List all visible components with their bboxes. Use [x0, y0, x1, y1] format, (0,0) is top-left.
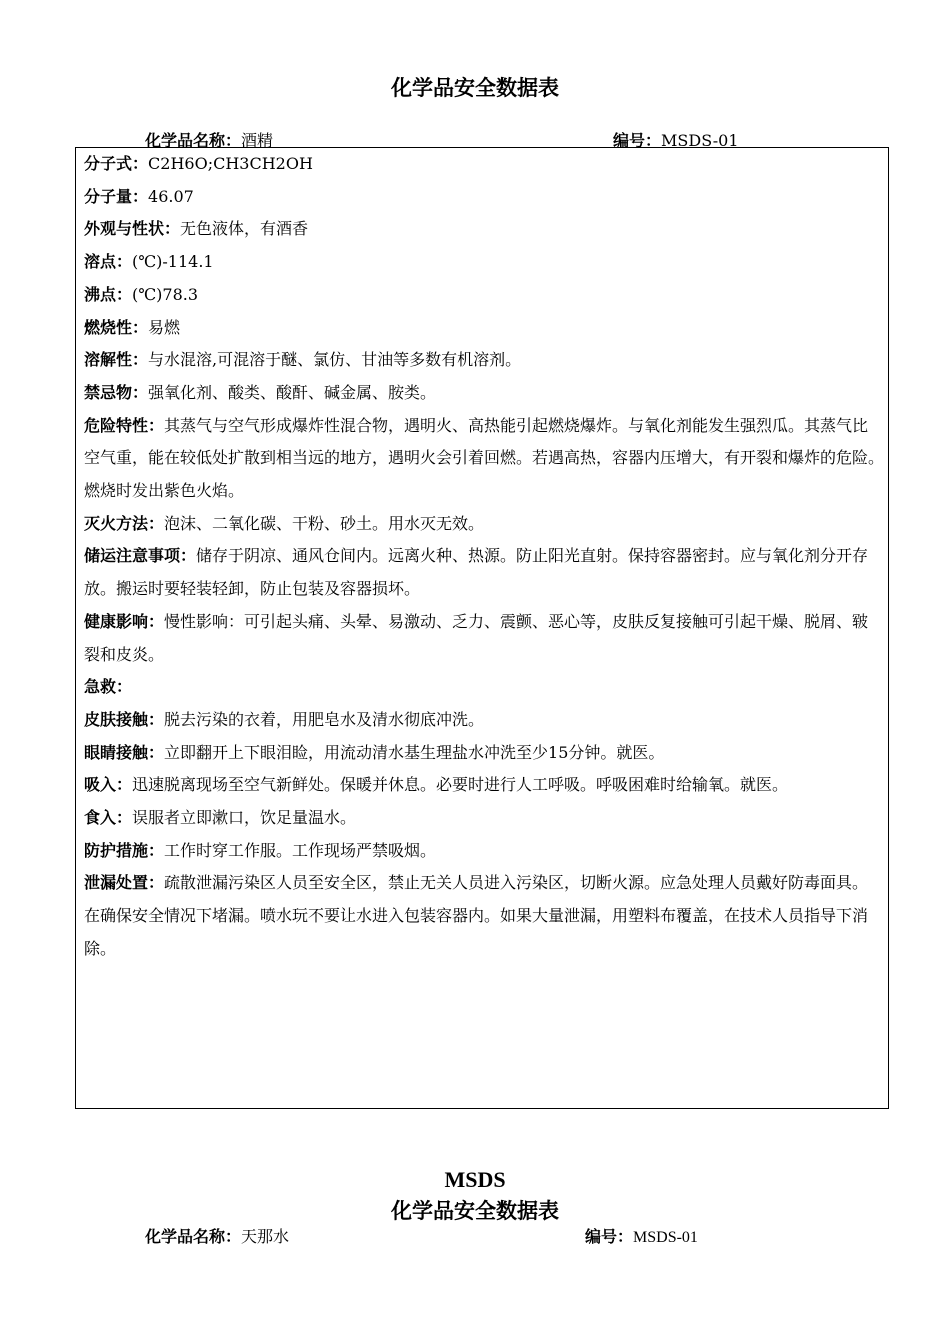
chemical-name-label: 化学品名称：: [145, 131, 242, 150]
row-value: 慢性影响：可引起头痛、头晕、易激动、乏力、震颤、恶心等，皮肤反复接触可引起干燥、脱屑、皲裂和皮炎。: [84, 611, 869, 664]
row-label: 燃烧性：: [84, 317, 149, 337]
row-value: 泡沫、二氧化碳、干粉、砂土。用水灭无效。: [164, 513, 485, 533]
chemical-name-label: 化学品名称：: [145, 1227, 242, 1246]
row-value: 误服者立即漱口，饮足量温水。: [132, 808, 357, 828]
data-row: [84, 148, 884, 181]
row-label: 禁忌物：: [84, 382, 149, 402]
row-label: 泄漏处置：: [84, 873, 165, 893]
row-value: (℃)78.3: [132, 284, 199, 304]
sheet1-title: 化学品安全数据表: [391, 76, 559, 100]
row-value: 迅速脱离现场至空气新鲜处。保暖并休息。必要时进行人工呼吸。呼吸困难时给输氧。就医。: [132, 775, 789, 795]
row-label: 灭火方法：: [84, 513, 165, 533]
row-value: 与水混溶,可混溶于醚、氯仿、甘油等多数有机溶剂。: [148, 350, 522, 370]
row-value: 易燃: [148, 317, 181, 337]
row-label: 溶解性：: [84, 350, 149, 370]
sheet1-data-box: [75, 147, 889, 1109]
row-value: 工作时穿工作服。工作现场严禁吸烟。: [164, 840, 437, 860]
row-label: 健康影响：: [84, 611, 165, 631]
row-value: C2H6O;CH3CH2OH: [148, 154, 313, 173]
row-label: 沸点：: [84, 284, 133, 304]
row-label: 溶点：: [84, 252, 133, 272]
data-row: [84, 312, 884, 345]
data-row: [84, 867, 884, 965]
row-value: 疏散泄漏污染区人员至安全区，禁止无关人员进入污染区，切断火源。应急处理人员戴好防毒面具。在确保安全情况下堵漏。喷水玩不要让水进入包装容器内。如果大量泄漏，用塑料布覆盖，在技术人员指导下消除。: [84, 873, 869, 958]
data-row: [84, 213, 884, 246]
data-row: [84, 540, 884, 605]
row-label: 防护措施：: [84, 840, 165, 860]
sheet2-title-en: MSDS: [444, 1167, 506, 1192]
data-row: [84, 835, 884, 868]
row-value: 立即翻开上下眼泪睑，用流动清水基生理盐水冲洗至少15分钟。就医。: [164, 742, 665, 762]
row-label: 眼睛接触：: [84, 742, 165, 762]
data-row: [84, 344, 884, 377]
row-label: 外观与性状：: [84, 219, 181, 239]
code-label: 编号：: [613, 131, 662, 150]
sheet2-code: [585, 1224, 698, 1247]
code-value: MSDS-01: [661, 131, 739, 150]
code-label: 编号：: [585, 1227, 634, 1246]
data-row: [84, 410, 884, 508]
data-row: [84, 246, 884, 279]
data-row: [84, 377, 884, 410]
row-label: 皮肤接触：: [84, 709, 165, 729]
sheet2-chemical-name: [145, 1224, 289, 1247]
data-row: [84, 737, 884, 770]
row-label: 分子式：: [84, 154, 149, 173]
sheet2-title: 化学品安全数据表: [391, 1199, 559, 1223]
chemical-name-value: 酒精: [241, 131, 274, 150]
row-value: 储存于阴凉、通风仓间内。远离火种、热源。防止阳光直射。保持容器密封。应与氧化剂分开存放。搬运时要轻装轻卸，防止包装及容器损坏。: [84, 546, 869, 599]
data-row: [84, 769, 884, 802]
row-value: (℃)-114.1: [132, 252, 214, 272]
row-label: 储运注意事项：: [84, 546, 197, 566]
row-value: 脱去污染的衣着，用肥皂水及清水彻底冲洗。: [164, 709, 485, 729]
row-label: 食入：: [84, 808, 133, 828]
data-row: [84, 606, 884, 671]
data-row: [84, 704, 884, 737]
data-row: [84, 802, 884, 835]
row-value: 其蒸气与空气形成爆炸性混合物，遇明火、高热能引起燃烧爆炸。与氧化剂能发生强烈瓜。其蒸气比空气重，能在较低处扩散到相当远的地方，遇明火会引着回燃。若遇高热，容器内压增大，有开裂和爆炸的危险。燃烧时发出紫色火焰。: [84, 415, 885, 501]
row-label: 吸入：: [84, 775, 133, 795]
data-row: [84, 671, 884, 704]
row-value: 46.07: [148, 186, 194, 206]
row-label: 分子量：: [84, 186, 149, 206]
sheet1-rows: [84, 148, 884, 966]
data-row: [84, 181, 884, 214]
code-value: MSDS-01: [633, 1229, 698, 1246]
data-row: [84, 508, 884, 541]
data-row: [84, 279, 884, 312]
row-label: 急救：: [84, 677, 133, 697]
row-value: 强氧化剂、酸类、酸酐、碱金属、胺类。: [148, 382, 437, 402]
chemical-name-value: 天那水: [241, 1227, 290, 1246]
row-value: 无色液体，有酒香: [180, 219, 309, 239]
row-label: 危险特性：: [84, 415, 165, 435]
